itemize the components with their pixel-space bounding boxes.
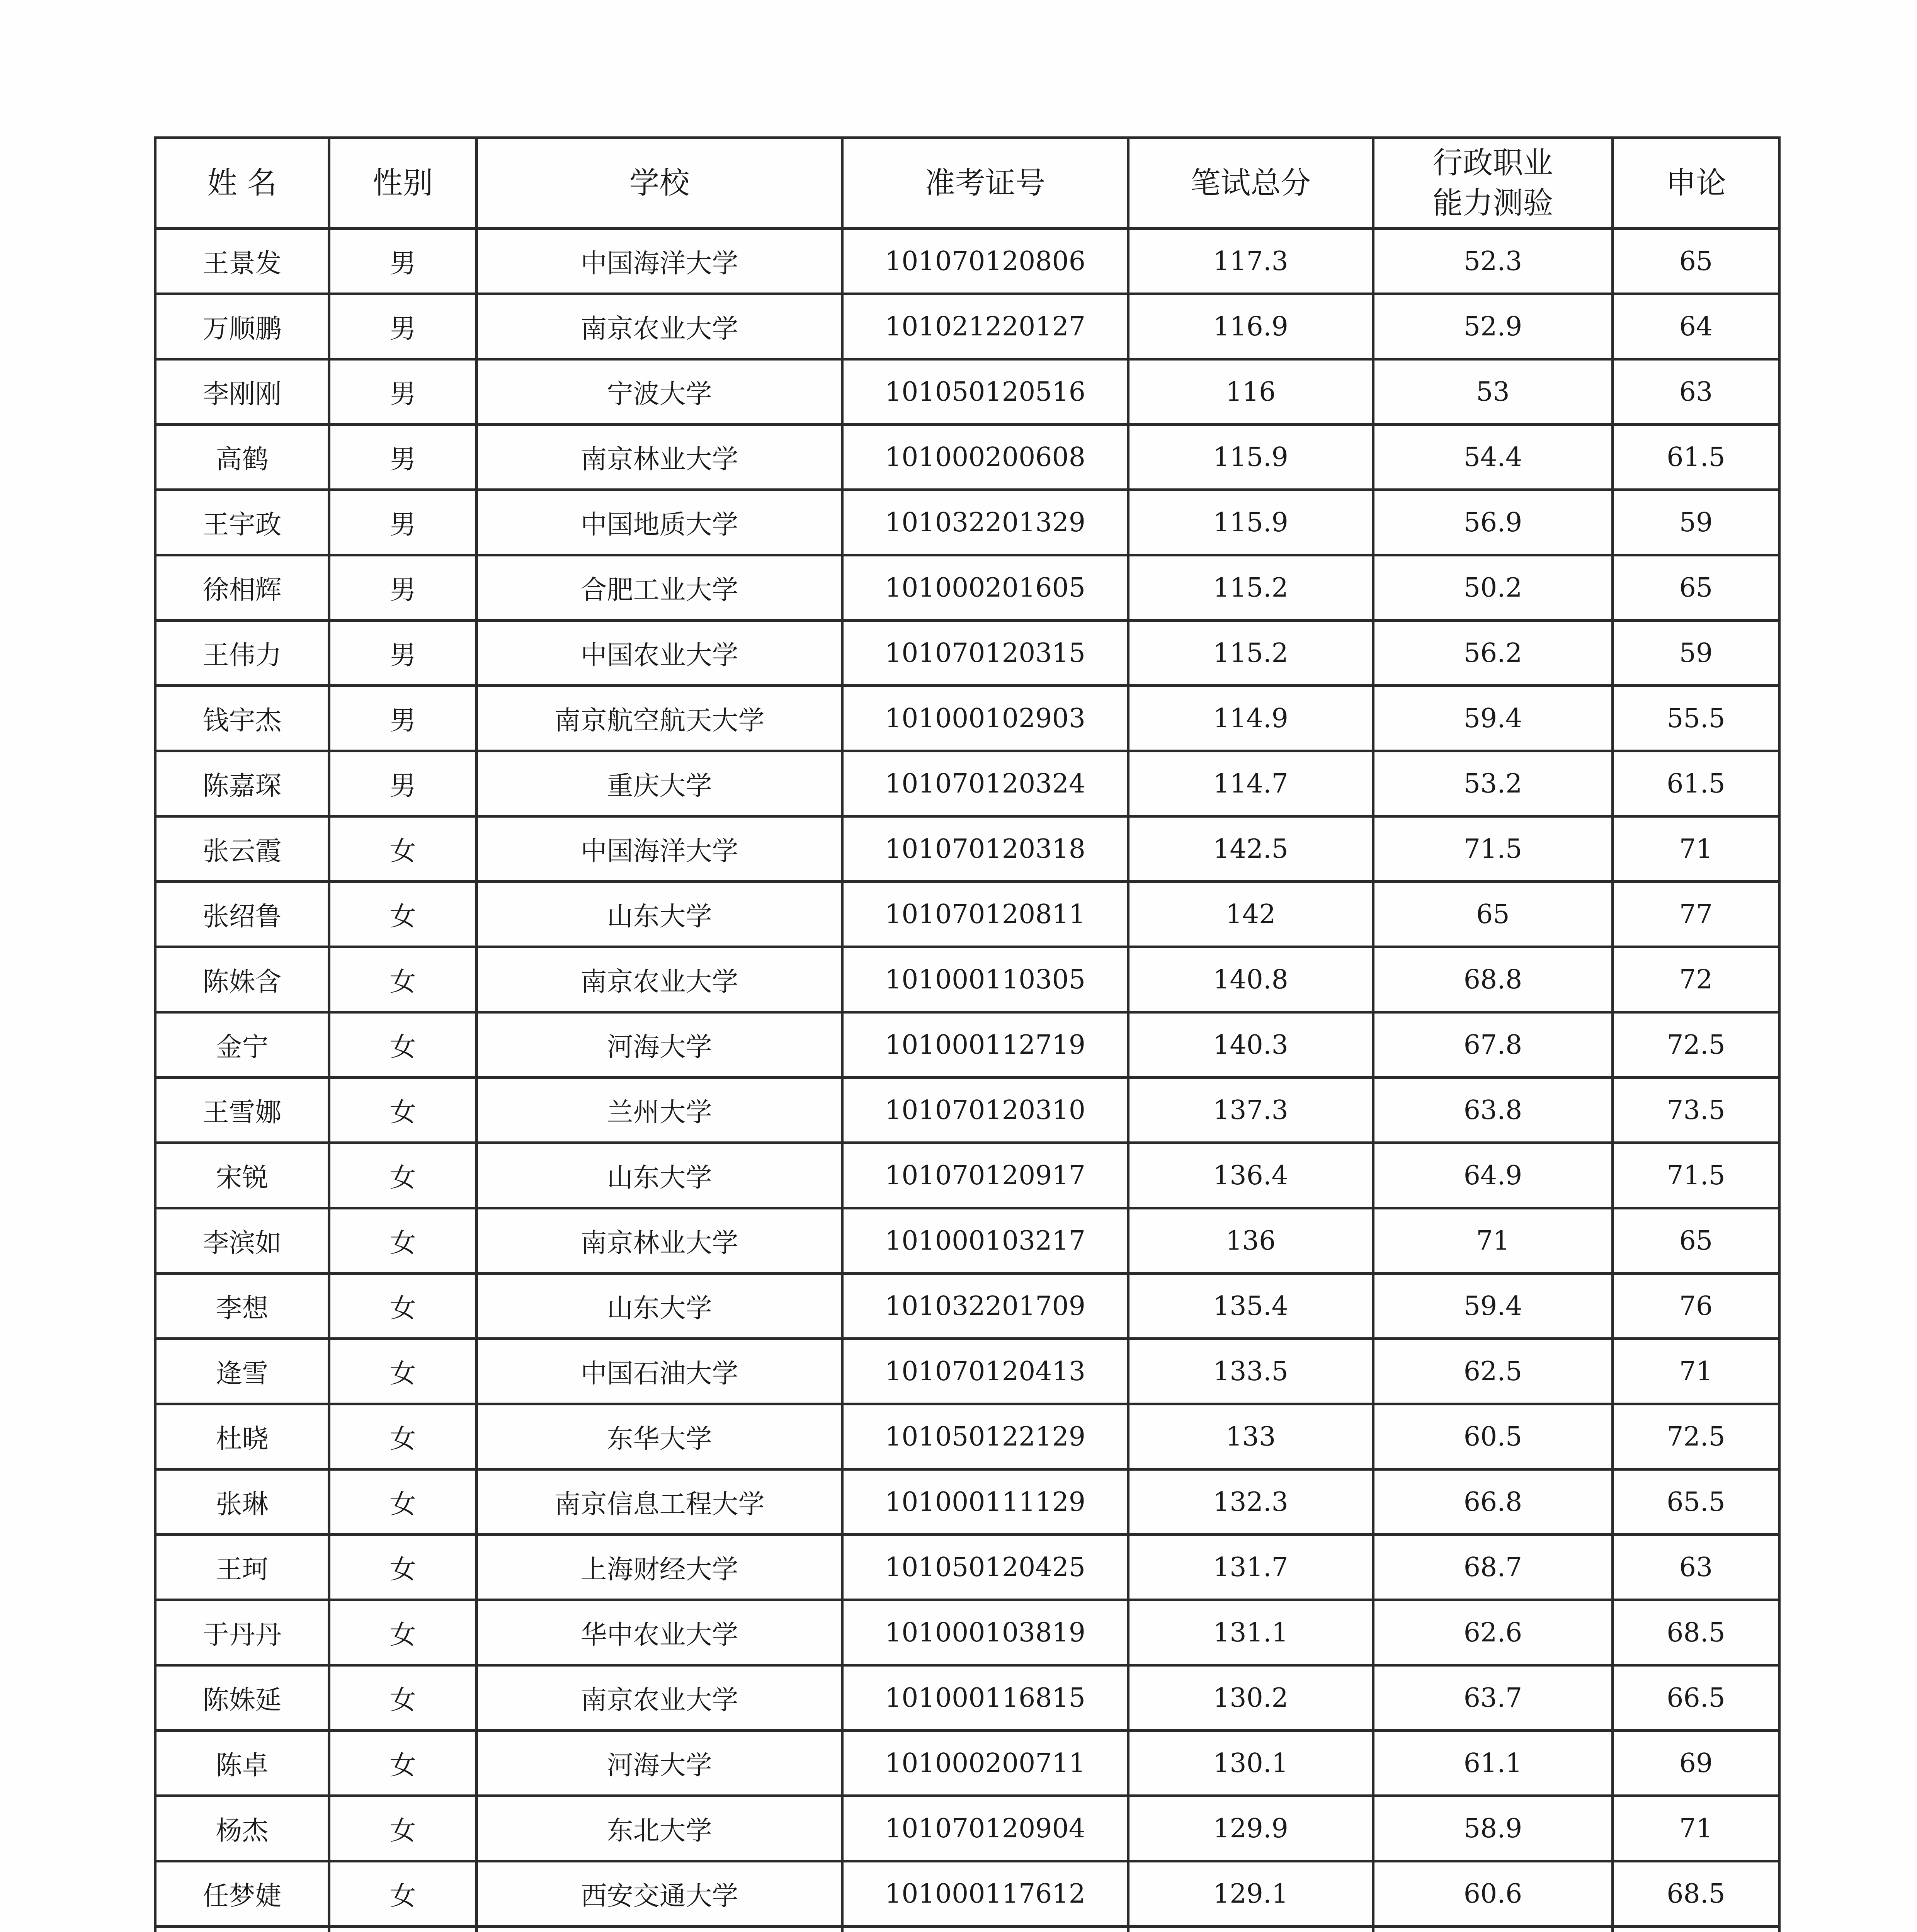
cell-essay: 72: [1613, 947, 1779, 1012]
cell-aptitude: 62.5: [1373, 1339, 1613, 1404]
cell-gender: 女: [329, 1143, 477, 1208]
cell-name: 王雪娜: [155, 1078, 329, 1143]
cell-gender: 女: [329, 1731, 477, 1796]
cell-exam-id: 101050122129: [842, 1404, 1128, 1469]
table-row: [155, 1665, 1779, 1731]
cell-gender: 女: [329, 1600, 477, 1665]
cell-gender: 男: [329, 229, 477, 294]
cell-name: 陈姝延: [155, 1665, 329, 1731]
header-essay: 申论: [1613, 138, 1779, 229]
cell-gender: 男: [329, 490, 477, 555]
cell-written-total: 131.1: [1128, 1600, 1373, 1665]
header-aptitude-line2: 能力测验: [1432, 186, 1553, 221]
cell-aptitude: 68.7: [1373, 1535, 1613, 1600]
cell-exam-id: 101070120413: [842, 1339, 1128, 1404]
cell-written-total: 133.5: [1128, 1339, 1373, 1404]
cell-name: 王伟力: [155, 621, 329, 686]
cell-exam-id: 101021220127: [842, 294, 1128, 359]
cell-written-total: 131.7: [1128, 1535, 1373, 1600]
cell-gender: [329, 1927, 477, 1932]
cell-essay: 71: [1613, 1339, 1779, 1404]
cell-exam-id: 101000200711: [842, 1731, 1128, 1796]
cell-exam-id: 101070120811: [842, 882, 1128, 947]
cell-aptitude: 65: [1373, 882, 1613, 947]
cell-aptitude: 56.9: [1373, 490, 1613, 555]
cell-aptitude: 56.2: [1373, 621, 1613, 686]
table-row: [155, 816, 1779, 882]
cell-essay: 68.5: [1613, 1861, 1779, 1927]
cell-aptitude: 53: [1373, 359, 1613, 425]
table-row: [155, 1861, 1779, 1927]
cell-name: 李想: [155, 1274, 329, 1339]
cell-name: 李刚刚: [155, 359, 329, 425]
cell-exam-id: 101070120904: [842, 1796, 1128, 1861]
cell-essay: 66.5: [1613, 1665, 1779, 1731]
cell-school: 南京农业大学: [477, 294, 842, 359]
cell-school: 东华大学: [477, 1404, 842, 1469]
cell-essay: 59: [1613, 490, 1779, 555]
cell-name: 于丹丹: [155, 1600, 329, 1665]
cell-written-total: 114.7: [1128, 751, 1373, 816]
cell-essay: 76: [1613, 1274, 1779, 1339]
table-row: [155, 1404, 1779, 1469]
cell-school: 河海大学: [477, 1012, 842, 1078]
table-row: [155, 425, 1779, 490]
cell-essay: 71: [1613, 1796, 1779, 1861]
table-row: [155, 751, 1779, 816]
cell-written-total: 136.4: [1128, 1143, 1373, 1208]
cell-aptitude: 64.9: [1373, 1143, 1613, 1208]
cell-aptitude: 66.8: [1373, 1469, 1613, 1535]
cell-name: 陈嘉琛: [155, 751, 329, 816]
cell-school: 南京农业大学: [477, 947, 842, 1012]
cell-gender: 男: [329, 555, 477, 621]
cell-written-total: 115.9: [1128, 490, 1373, 555]
cell-school: 山东大学: [477, 1274, 842, 1339]
cell-name: 宋锐: [155, 1143, 329, 1208]
cell-written-total: 132.3: [1128, 1469, 1373, 1535]
table-row: [155, 1012, 1779, 1078]
cell-essay: 55.5: [1613, 686, 1779, 751]
table-row: [155, 1796, 1779, 1861]
cell-aptitude: 60.6: [1373, 1861, 1613, 1927]
table-row: [155, 1143, 1779, 1208]
cell-essay: 65: [1613, 229, 1779, 294]
cell-exam-id: 101070120310: [842, 1078, 1128, 1143]
cell-gender: 女: [329, 1012, 477, 1078]
cell-name: 杜晓: [155, 1404, 329, 1469]
cell-exam-id: 101050120425: [842, 1535, 1128, 1600]
cell-aptitude: 60.5: [1373, 1404, 1613, 1469]
cell-exam-id: [842, 1927, 1128, 1932]
cell-aptitude: 71.5: [1373, 816, 1613, 882]
cell-school: 宁波大学: [477, 359, 842, 425]
cell-gender: 女: [329, 1796, 477, 1861]
cell-written-total: 116.9: [1128, 294, 1373, 359]
cell-essay: 61.5: [1613, 751, 1779, 816]
cell-written-total: 135.4: [1128, 1274, 1373, 1339]
cell-name: [155, 1927, 329, 1932]
cell-school: 上海财经大学: [477, 1535, 842, 1600]
cell-gender: 女: [329, 947, 477, 1012]
cell-exam-id: 101032201709: [842, 1274, 1128, 1339]
cell-name: 张绍鲁: [155, 882, 329, 947]
cell-school: [477, 1927, 842, 1932]
cell-written-total: 133: [1128, 1404, 1373, 1469]
cell-name: 陈卓: [155, 1731, 329, 1796]
cell-name: 王景发: [155, 229, 329, 294]
table-row: [155, 1078, 1779, 1143]
cell-school: 合肥工业大学: [477, 555, 842, 621]
cell-gender: 男: [329, 294, 477, 359]
cell-exam-id: 101000111129: [842, 1469, 1128, 1535]
table-row: [155, 490, 1779, 555]
cell-gender: 男: [329, 621, 477, 686]
cell-aptitude: 63.8: [1373, 1078, 1613, 1143]
cell-name: 高鹤: [155, 425, 329, 490]
cell-written-total: 137.3: [1128, 1078, 1373, 1143]
cell-aptitude: 52.9: [1373, 294, 1613, 359]
table-row: [155, 1208, 1779, 1274]
cell-school: 山东大学: [477, 882, 842, 947]
table-row: [155, 294, 1779, 359]
cell-written-total: 115.9: [1128, 425, 1373, 490]
cell-gender: 女: [329, 1339, 477, 1404]
cell-aptitude: 62.6: [1373, 1600, 1613, 1665]
cell-school: 中国海洋大学: [477, 229, 842, 294]
cell-exam-id: 101000102903: [842, 686, 1128, 751]
cell-school: 西安交通大学: [477, 1861, 842, 1927]
cell-written-total: 129.9: [1128, 1796, 1373, 1861]
cell-gender: 男: [329, 751, 477, 816]
cell-school: 中国地质大学: [477, 490, 842, 555]
table-row: [155, 1535, 1779, 1600]
cell-exam-id: 101000201605: [842, 555, 1128, 621]
cell-school: 华中农业大学: [477, 1600, 842, 1665]
cell-name: 张琳: [155, 1469, 329, 1535]
cell-written-total: 140.3: [1128, 1012, 1373, 1078]
cell-gender: 女: [329, 1535, 477, 1600]
cell-aptitude: 54.4: [1373, 425, 1613, 490]
cell-school: 中国农业大学: [477, 621, 842, 686]
header-gender: 性别: [329, 138, 477, 229]
cell-written-total: 140.8: [1128, 947, 1373, 1012]
cell-written-total: 114.9: [1128, 686, 1373, 751]
cell-school: 兰州大学: [477, 1078, 842, 1143]
cell-aptitude: 59.4: [1373, 1274, 1613, 1339]
cell-written-total: 130.1: [1128, 1731, 1373, 1796]
cell-name: 金宁: [155, 1012, 329, 1078]
header-school: 学校: [477, 138, 842, 229]
cell-essay: 71: [1613, 816, 1779, 882]
cell-school: 南京航空航天大学: [477, 686, 842, 751]
cell-written-total: 130.2: [1128, 1665, 1373, 1731]
cell-aptitude: [1373, 1927, 1613, 1932]
cell-exam-id: 101070120917: [842, 1143, 1128, 1208]
cell-exam-id: 101000103217: [842, 1208, 1128, 1274]
table-row: [155, 1927, 1779, 1932]
cell-school: 南京林业大学: [477, 425, 842, 490]
cell-essay: 68.5: [1613, 1600, 1779, 1665]
cell-school: 重庆大学: [477, 751, 842, 816]
cell-name: 王珂: [155, 1535, 329, 1600]
cell-exam-id: 101000116815: [842, 1665, 1128, 1731]
cell-written-total: 129.1: [1128, 1861, 1373, 1927]
cell-gender: 女: [329, 1274, 477, 1339]
cell-written-total: 115.2: [1128, 621, 1373, 686]
cell-aptitude: 67.8: [1373, 1012, 1613, 1078]
header-aptitude-line1: 行政职业: [1432, 146, 1553, 180]
cell-school: 中国石油大学: [477, 1339, 842, 1404]
cell-name: 杨杰: [155, 1796, 329, 1861]
cell-essay: 77: [1613, 882, 1779, 947]
cell-essay: 71.5: [1613, 1143, 1779, 1208]
cell-name: 万顺鹏: [155, 294, 329, 359]
cell-exam-id: 101070120315: [842, 621, 1128, 686]
cell-gender: 女: [329, 882, 477, 947]
cell-name: 徐相辉: [155, 555, 329, 621]
cell-exam-id: 101032201329: [842, 490, 1128, 555]
cell-gender: 女: [329, 1078, 477, 1143]
cell-essay: 65: [1613, 555, 1779, 621]
cell-essay: 64: [1613, 294, 1779, 359]
cell-aptitude: 52.3: [1373, 229, 1613, 294]
cell-written-total: 142: [1128, 882, 1373, 947]
header-aptitude: [1373, 138, 1613, 229]
table-row: [155, 686, 1779, 751]
cell-gender: 男: [329, 425, 477, 490]
cell-essay: 69: [1613, 1731, 1779, 1796]
cell-exam-id: 101000112719: [842, 1012, 1128, 1078]
cell-essay: 61.5: [1613, 425, 1779, 490]
cell-gender: 女: [329, 1208, 477, 1274]
cell-essay: 72.5: [1613, 1404, 1779, 1469]
cell-aptitude: 61.1: [1373, 1731, 1613, 1796]
cell-name: 陈姝含: [155, 947, 329, 1012]
cell-exam-id: 101070120806: [842, 229, 1128, 294]
cell-essay: 65: [1613, 1208, 1779, 1274]
header-name: 姓 名: [155, 138, 329, 229]
cell-gender: 男: [329, 359, 477, 425]
cell-aptitude: 63.7: [1373, 1665, 1613, 1731]
score-table: [154, 136, 1781, 1932]
table-row: [155, 621, 1779, 686]
header-written-total: 笔试总分: [1128, 138, 1373, 229]
cell-written-total: [1128, 1927, 1373, 1932]
table-row: [155, 1731, 1779, 1796]
cell-gender: 男: [329, 686, 477, 751]
table-row: [155, 947, 1779, 1012]
cell-gender: 女: [329, 1665, 477, 1731]
cell-gender: 女: [329, 1469, 477, 1535]
table-body: [155, 229, 1779, 1932]
cell-exam-id: 101070120324: [842, 751, 1128, 816]
cell-name: 李滨如: [155, 1208, 329, 1274]
cell-essay: 65.5: [1613, 1469, 1779, 1535]
cell-gender: 女: [329, 816, 477, 882]
cell-exam-id: 101070120318: [842, 816, 1128, 882]
cell-school: 山东大学: [477, 1143, 842, 1208]
table-row: [155, 882, 1779, 947]
cell-aptitude: 59.4: [1373, 686, 1613, 751]
table-row: [155, 359, 1779, 425]
cell-name: 王宇政: [155, 490, 329, 555]
cell-essay: 73.5: [1613, 1078, 1779, 1143]
cell-school: 中国海洋大学: [477, 816, 842, 882]
cell-exam-id: 101000110305: [842, 947, 1128, 1012]
cell-essay: [1613, 1927, 1779, 1932]
cell-written-total: 116: [1128, 359, 1373, 425]
header-exam-id: 准考证号: [842, 138, 1128, 229]
cell-written-total: 117.3: [1128, 229, 1373, 294]
cell-exam-id: 101000117612: [842, 1861, 1128, 1927]
table-row: [155, 1339, 1779, 1404]
cell-exam-id: 101000103819: [842, 1600, 1128, 1665]
cell-essay: 63: [1613, 1535, 1779, 1600]
cell-essay: 63: [1613, 359, 1779, 425]
cell-school: 南京信息工程大学: [477, 1469, 842, 1535]
cell-name: 钱宇杰: [155, 686, 329, 751]
cell-name: 逄雪: [155, 1339, 329, 1404]
cell-school: 南京农业大学: [477, 1665, 842, 1731]
cell-written-total: 136: [1128, 1208, 1373, 1274]
cell-gender: 女: [329, 1404, 477, 1469]
table-row: [155, 1469, 1779, 1535]
cell-exam-id: 101050120516: [842, 359, 1128, 425]
header-row: [155, 138, 1779, 229]
cell-school: 东北大学: [477, 1796, 842, 1861]
table-row: [155, 1274, 1779, 1339]
cell-written-total: 115.2: [1128, 555, 1373, 621]
cell-aptitude: 68.8: [1373, 947, 1613, 1012]
cell-aptitude: 53.2: [1373, 751, 1613, 816]
cell-school: 河海大学: [477, 1731, 842, 1796]
cell-school: 南京林业大学: [477, 1208, 842, 1274]
cell-aptitude: 50.2: [1373, 555, 1613, 621]
table-row: [155, 1600, 1779, 1665]
cell-written-total: 142.5: [1128, 816, 1373, 882]
cell-aptitude: 71: [1373, 1208, 1613, 1274]
cell-essay: 59: [1613, 621, 1779, 686]
cell-aptitude: 58.9: [1373, 1796, 1613, 1861]
cell-gender: 女: [329, 1861, 477, 1927]
table-row: [155, 555, 1779, 621]
cell-exam-id: 101000200608: [842, 425, 1128, 490]
cell-essay: 72.5: [1613, 1012, 1779, 1078]
cell-name: 任梦婕: [155, 1861, 329, 1927]
cell-name: 张云霞: [155, 816, 329, 882]
table-row: [155, 229, 1779, 294]
